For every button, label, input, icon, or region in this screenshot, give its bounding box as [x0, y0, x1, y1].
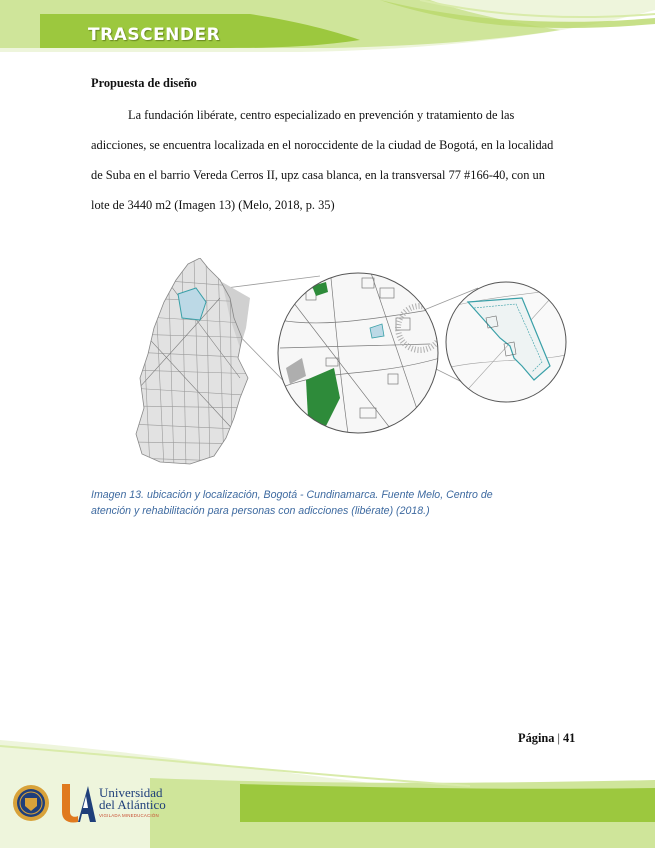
university-subtitle: VIGILADA MINEDUCACIÓN — [99, 813, 159, 818]
page-separator: | — [557, 731, 560, 745]
paragraph-line: La fundación libérate, centro especializado en prevención y tratamiento de las — [128, 108, 515, 122]
caption-line: atención y rehabilitación para personas con adicciones (libérate) (2018.) — [91, 505, 430, 517]
body-paragraph — [91, 100, 581, 220]
ua-logo-icon — [58, 782, 98, 824]
brand-title: TRASCENDER — [88, 25, 221, 45]
page-label: Página — [518, 731, 555, 745]
section-heading: Propuesta de diseño — [91, 76, 197, 90]
paragraph-line: adicciones, se encuentra localizada en el noroccidente de la ciudad de Bogotá, en la localidad — [91, 138, 554, 152]
location-map-figure — [130, 258, 575, 468]
figure-caption — [91, 487, 561, 519]
university-name-line: del Atlántico — [99, 797, 166, 812]
paragraph-line: de Suba en el barrio Vereda Cerros II, upz casa blanca, en la transversal 77 #166-40, con un — [91, 168, 545, 182]
location-map-image — [130, 258, 575, 468]
university-seal-icon — [12, 784, 50, 822]
page-number-value: 41 — [562, 731, 576, 745]
university-name-line: Universidad — [99, 785, 163, 800]
caption-line: Imagen 13. ubicación y localización, Bogotá - Cundinamarca. Fuente Melo, Centro de — [91, 489, 493, 501]
paragraph-line: lote de 3440 m2 (Imagen 13) (Melo, 2018, p. 35) — [91, 198, 335, 212]
page-header — [0, 0, 655, 62]
university-name — [99, 787, 166, 811]
